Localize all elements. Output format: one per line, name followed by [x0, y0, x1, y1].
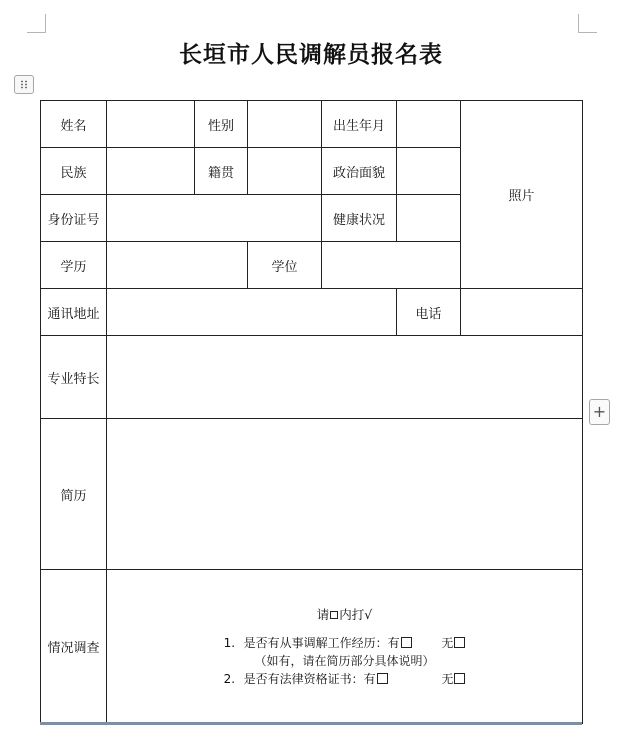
survey-instruction: 请 内打√ — [316, 606, 373, 622]
gender-field[interactable] — [248, 101, 322, 148]
table-row — [41, 336, 583, 419]
education-label: 学历 — [41, 242, 107, 289]
table-row — [41, 289, 583, 336]
registration-form-table — [40, 100, 583, 724]
table-row — [41, 101, 583, 148]
id-number-label: 身份证号 — [41, 195, 107, 242]
gender-label: 性别 — [195, 101, 248, 148]
resume-field[interactable] — [107, 419, 583, 570]
birth-field[interactable] — [397, 101, 461, 148]
q2-yes-checkbox[interactable] — [377, 673, 388, 684]
add-column-button[interactable] — [589, 399, 610, 425]
ethnicity-label: 民族 — [41, 148, 107, 195]
native-place-field[interactable] — [248, 148, 322, 195]
native-place-label: 籍贯 — [195, 148, 248, 195]
table-row — [41, 570, 583, 724]
phone-field[interactable] — [461, 289, 583, 336]
name-label: 姓名 — [41, 101, 107, 148]
ethnicity-field[interactable] — [107, 148, 195, 195]
address-label: 通讯地址 — [41, 289, 107, 336]
survey-question-1-note: （如有，请在简历部分具体说明） — [254, 653, 435, 668]
address-field[interactable] — [107, 289, 397, 336]
table-row — [41, 419, 583, 570]
political-status-field[interactable] — [397, 148, 461, 195]
birth-label: 出生年月 — [322, 101, 397, 148]
health-label: 健康状况 — [322, 195, 397, 242]
photo-cell[interactable]: 照片 — [461, 101, 583, 289]
resume-label: 简历 — [41, 419, 107, 570]
survey-question-2: 2. 是否有法律资格证书：有 无 — [107, 670, 582, 688]
table-bottom-border — [40, 722, 582, 725]
checkbox-icon — [330, 611, 338, 619]
degree-label: 学位 — [248, 242, 322, 289]
specialty-field[interactable] — [107, 336, 583, 419]
survey-question-1: 1. 是否有从事调解工作经历：有 无 — [107, 634, 582, 652]
document-title: 长垣市人民调解员报名表 — [179, 42, 443, 68]
degree-field[interactable] — [322, 242, 461, 289]
health-field[interactable] — [397, 195, 461, 242]
specialty-label: 专业特长 — [41, 336, 107, 419]
q2-no-checkbox[interactable] — [454, 673, 465, 684]
name-field[interactable] — [107, 101, 195, 148]
education-field[interactable] — [107, 242, 248, 289]
phone-label: 电话 — [397, 289, 461, 336]
q1-yes-checkbox[interactable] — [401, 637, 412, 648]
page-corner-mark-top-right — [578, 14, 597, 33]
q1-no-checkbox[interactable] — [454, 637, 465, 648]
table-move-handle[interactable] — [14, 75, 34, 94]
page-corner-mark-top-left — [27, 14, 46, 33]
id-number-field[interactable] — [107, 195, 322, 242]
plus-icon: + — [592, 402, 607, 421]
survey-label: 情况调查 — [41, 570, 107, 724]
drag-handle-icon — [20, 80, 28, 89]
political-status-label: 政治面貌 — [322, 148, 397, 195]
survey-cell — [107, 570, 583, 724]
